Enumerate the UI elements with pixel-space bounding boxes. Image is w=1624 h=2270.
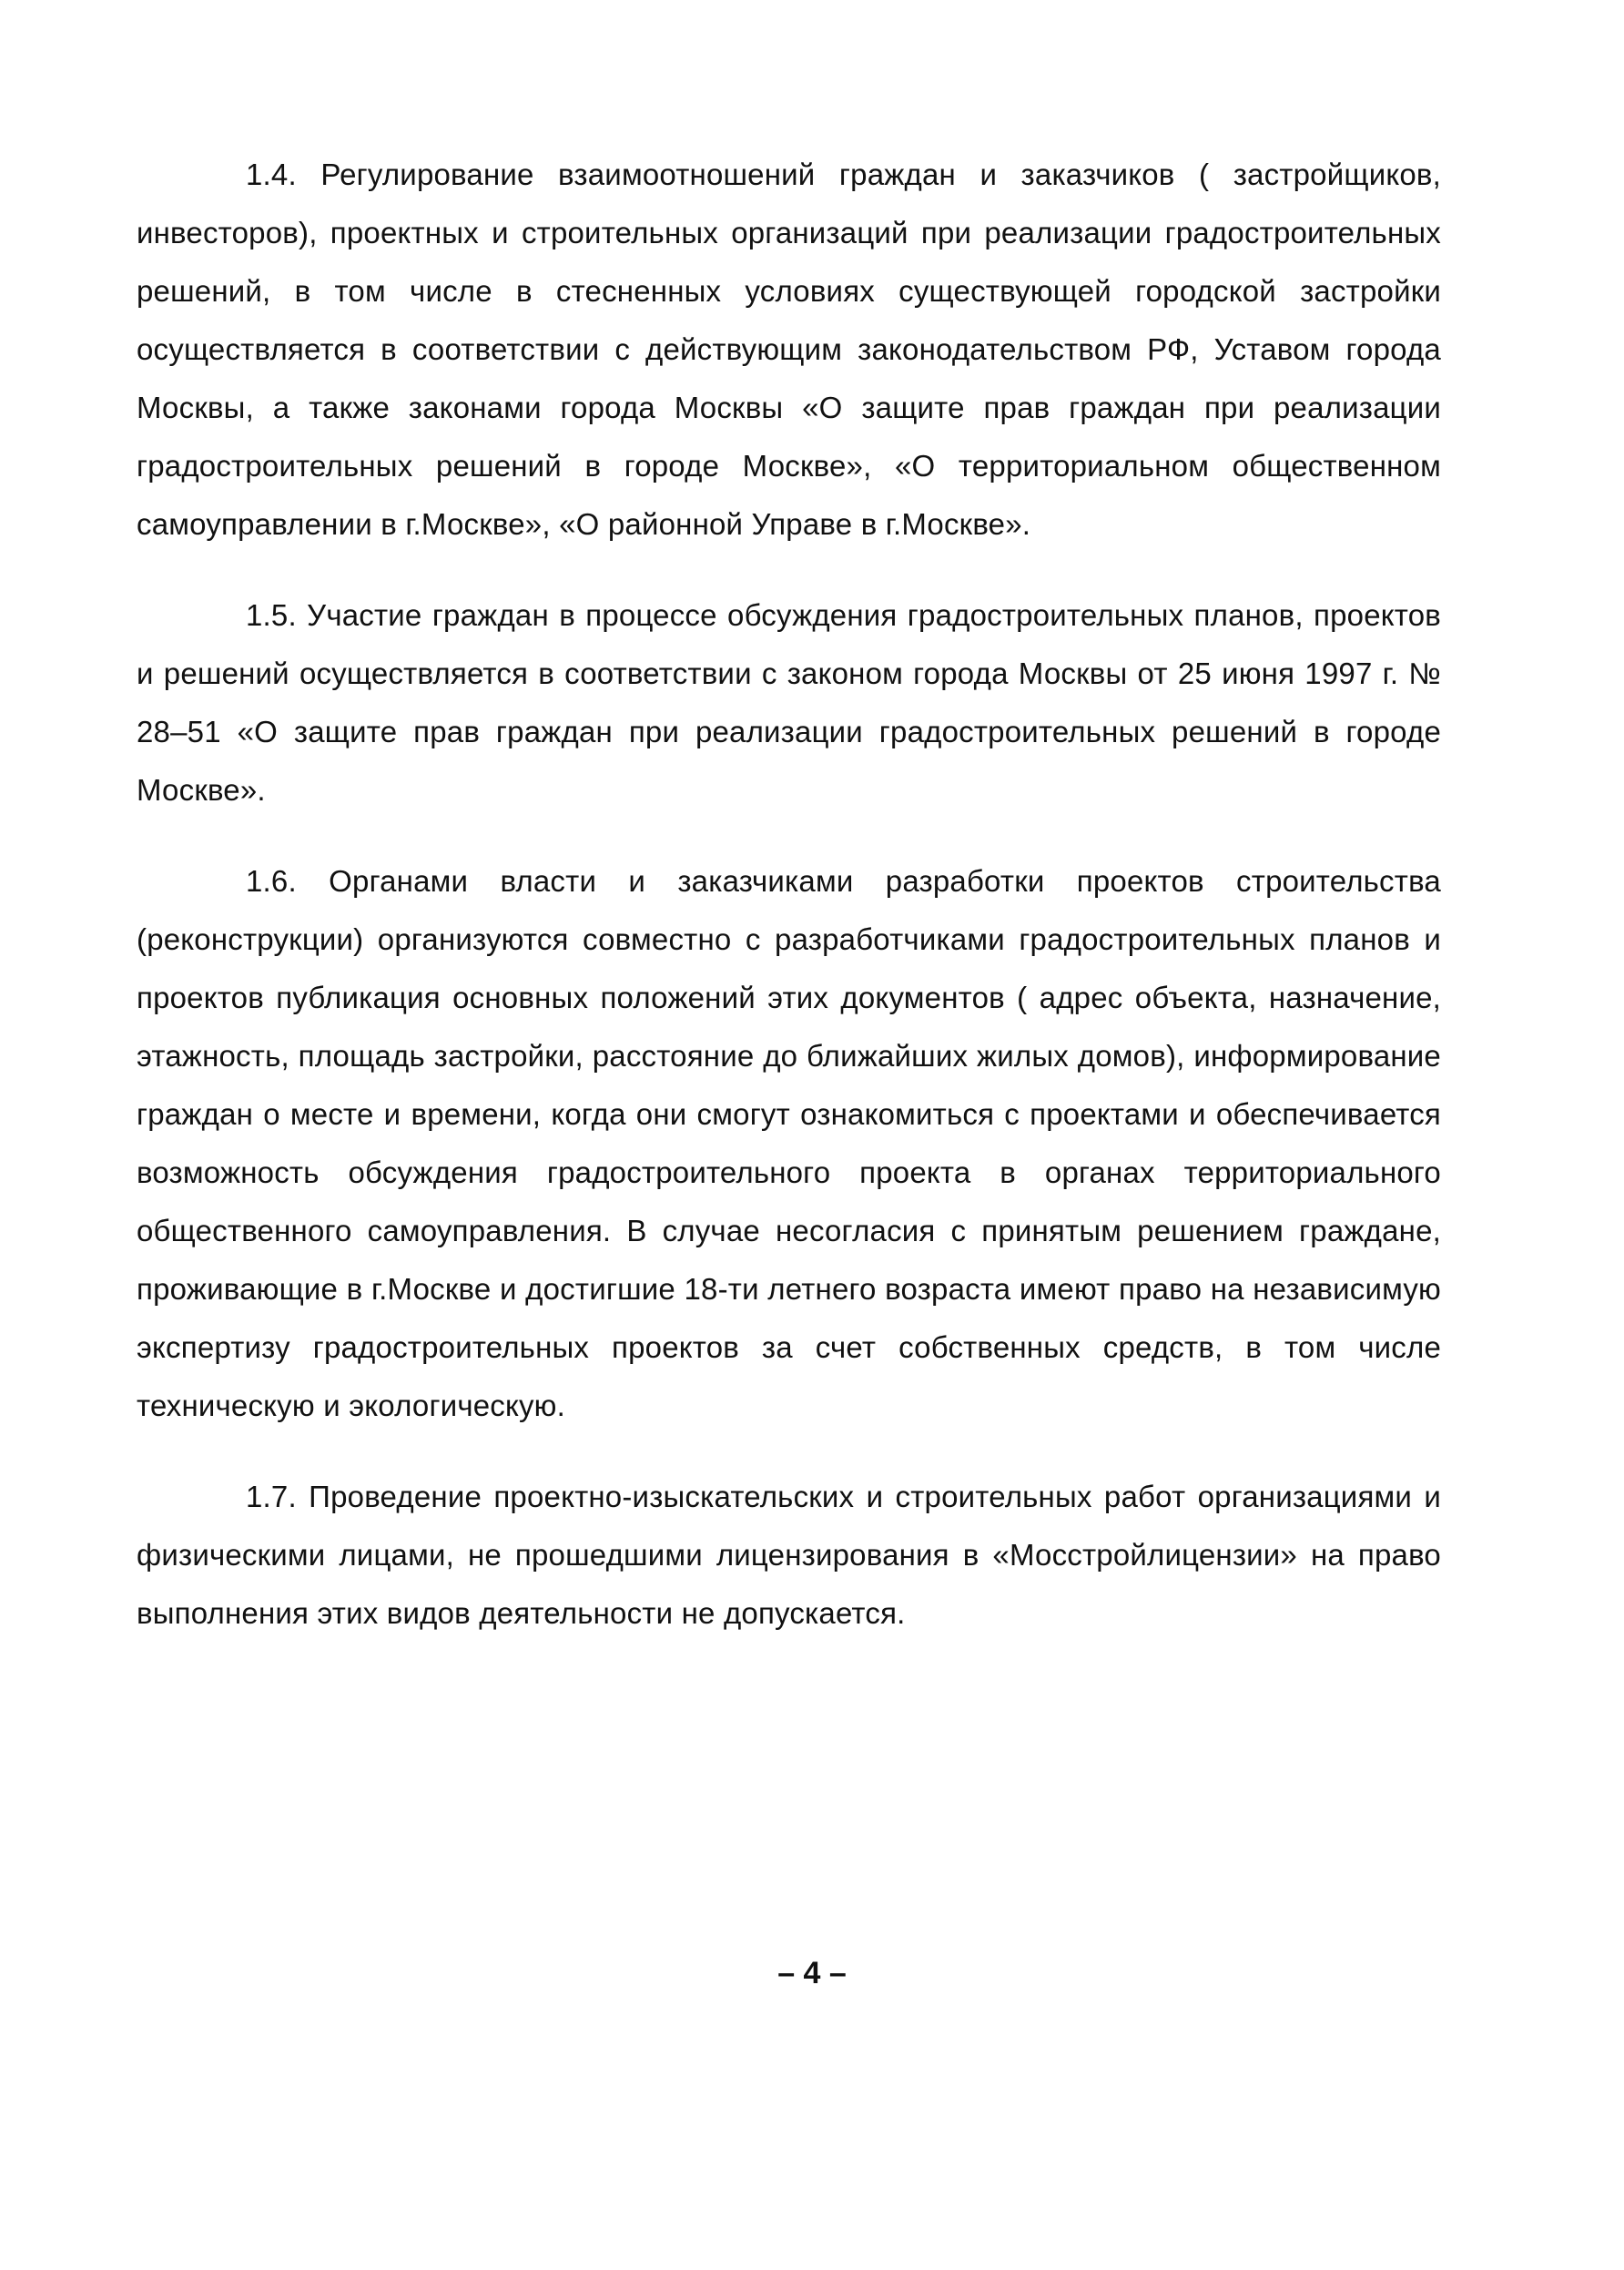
- paragraph-1-7: 1.7. Проведение проектно-изыскательских и строительных работ организациями и физическими лицами, не прошедшими лицензирования в «Мосстройлицензии» на право выполнения этих видов деятельности не допускается.: [137, 1480, 1441, 1630]
- paragraph-1-5: 1.5. Участие граждан в процессе обсуждения градостроительных планов, проектов и решений осуществляется в соответствии с законом города Москвы от 25 июня 1997 г. № 28–51 «О защите прав граждан при реализации градостроительных решений в городе Москве».: [137, 598, 1441, 807]
- paragraph-1-4: 1.4. Регулирование взаимоотношений граждан и заказчиков ( застройщиков, инвесторов), проектных и строительных организаций при реализации градостроительных решений, в том числе в стесненных условиях существующей городской застройки осуществляется в соответствии с действующим законодательством РФ, Уставом города Москвы, а также законами города Москвы «О защите прав граждан при реализации градостроительных решений в городе Москве», «О территориальном общественном самоуправлении в г.Москве», «О районной Управе в г.Москве».: [137, 158, 1441, 541]
- page-number: – 4 –: [777, 1956, 847, 1990]
- document-body: [137, 146, 1441, 1675]
- paragraph-1-6: 1.6. Органами власти и заказчиками разработки проектов строительства (реконструкции) организуются совместно с разработчиками градостроительных планов и проектов публикация основных положений этих документов ( адрес объекта, назначение, этажность, площадь застройки, расстояние до ближайших жилых домов), информирование граждан о месте и времени, когда они смогут ознакомиться с проектами и обеспечивается возможность обсуждения градостроительного проекта в органах территориального общественного самоуправления. В случае несогласия с принятым решением граждане, проживающие в г.Москве и достигшие 18-ти летнего возраста имеют право на независимую экспертизу градостроительных проектов за счет собственных средств, в том числе техническую и экологическую.: [137, 864, 1441, 1422]
